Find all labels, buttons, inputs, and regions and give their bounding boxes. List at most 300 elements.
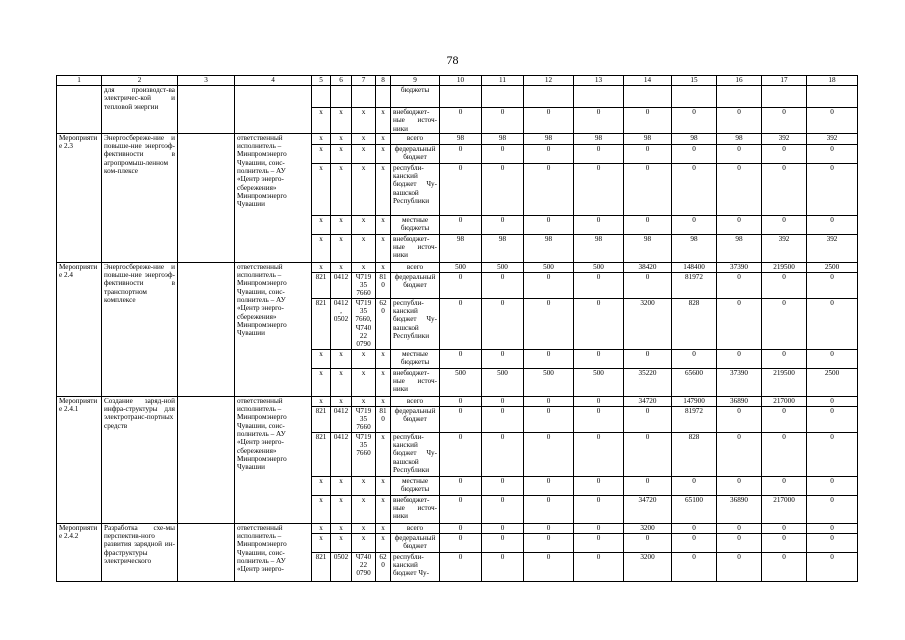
table-cell: 98 bbox=[440, 133, 482, 144]
table-cell: х bbox=[331, 533, 352, 552]
table-cell: 500 bbox=[524, 262, 574, 272]
table-cell: 0 bbox=[524, 523, 574, 533]
table-cell: 0 bbox=[624, 406, 672, 432]
table-cell: х bbox=[331, 396, 352, 406]
column-number-cell: 6 bbox=[331, 76, 352, 86]
table-cell: х bbox=[352, 234, 376, 262]
table-cell: 0 bbox=[482, 432, 524, 476]
table-cell bbox=[624, 86, 672, 108]
table-cell: 0 bbox=[717, 272, 762, 298]
table-cell: 34720 bbox=[624, 495, 672, 523]
table-cell: 0 bbox=[482, 396, 524, 406]
table-cell: 0 bbox=[440, 272, 482, 298]
table-cell: 0 bbox=[440, 298, 482, 349]
table-cell: 0 bbox=[762, 298, 807, 349]
table-cell: 0 bbox=[672, 523, 717, 533]
table-cell: 0 bbox=[440, 396, 482, 406]
table-cell: 500 bbox=[440, 368, 482, 396]
table-cell: республи-канский бюджет Чу-вашской Республики bbox=[391, 163, 440, 215]
table-cell: 0 bbox=[524, 406, 574, 432]
table-cell: х bbox=[352, 215, 376, 234]
table-cell: 0 bbox=[574, 432, 624, 476]
table-cell: 2500 bbox=[807, 262, 858, 272]
table-cell: 0 bbox=[807, 298, 858, 349]
table-cell: для производст-ва электричес-кой и тепловой энергии bbox=[102, 86, 178, 134]
table-cell: х bbox=[376, 432, 391, 476]
table-cell: 0 bbox=[762, 272, 807, 298]
table-cell: всего bbox=[391, 133, 440, 144]
table-cell: х bbox=[352, 533, 376, 552]
column-number-cell: 17 bbox=[762, 76, 807, 86]
table-cell: 0 bbox=[762, 533, 807, 552]
table-cell bbox=[331, 86, 352, 108]
column-number-cell: 13 bbox=[574, 76, 624, 86]
table-cell: 3200 bbox=[624, 298, 672, 349]
table-cell bbox=[762, 86, 807, 108]
column-number-cell: 14 bbox=[624, 76, 672, 86]
table-cell: 0 bbox=[524, 552, 574, 581]
table-cell: 217000 bbox=[762, 396, 807, 406]
table-cell: 0 bbox=[524, 272, 574, 298]
table-cell: 392 bbox=[762, 133, 807, 144]
table-cell: 0 bbox=[762, 163, 807, 215]
table-cell: х bbox=[376, 368, 391, 396]
table-row bbox=[57, 262, 858, 272]
table-cell: 0 bbox=[440, 523, 482, 533]
table-cell bbox=[482, 86, 524, 108]
column-number-cell: 18 bbox=[807, 76, 858, 86]
table-cell: 37390 bbox=[717, 368, 762, 396]
table-cell: 0 bbox=[807, 108, 858, 134]
table-cell: 810 bbox=[376, 406, 391, 432]
table-cell: х bbox=[376, 476, 391, 495]
column-number-cell: 11 bbox=[482, 76, 524, 86]
table-cell: 0 bbox=[482, 476, 524, 495]
table-cell: 36890 bbox=[717, 495, 762, 523]
table-cell: 0 bbox=[574, 523, 624, 533]
column-number-cell: 16 bbox=[717, 76, 762, 86]
table-cell: 0 bbox=[762, 108, 807, 134]
table-cell: Мероприятие 2.4.2 bbox=[57, 523, 102, 581]
table-cell: х bbox=[331, 215, 352, 234]
table-cell: х bbox=[352, 163, 376, 215]
table-cell: 0 bbox=[762, 552, 807, 581]
column-number-cell: 4 bbox=[235, 76, 312, 86]
table-cell: 0 bbox=[574, 298, 624, 349]
table-cell bbox=[178, 396, 235, 523]
table-cell: 0 bbox=[672, 533, 717, 552]
table-cell: Ч71935 7660 bbox=[352, 432, 376, 476]
table-cell: х bbox=[312, 523, 331, 533]
table-cell: х bbox=[312, 133, 331, 144]
table-cell: 500 bbox=[524, 368, 574, 396]
table-cell: 0 bbox=[574, 406, 624, 432]
table-cell: 0 bbox=[440, 144, 482, 163]
table-cell: 0 bbox=[762, 432, 807, 476]
table-cell: 98 bbox=[574, 133, 624, 144]
table-cell: 0 bbox=[672, 163, 717, 215]
table-cell: 98 bbox=[482, 133, 524, 144]
table-cell: 0 bbox=[624, 144, 672, 163]
table-cell: 0 bbox=[524, 533, 574, 552]
page-number: 78 bbox=[446, 53, 459, 67]
table-cell: 34720 bbox=[624, 396, 672, 406]
table-cell: х bbox=[331, 368, 352, 396]
table-cell: 0 bbox=[717, 552, 762, 581]
table-cell: внебюджет-ные источ-ники bbox=[391, 495, 440, 523]
table-cell: федеральный бюджет bbox=[391, 272, 440, 298]
table-cell: 0 bbox=[624, 108, 672, 134]
table-cell: 0 bbox=[524, 108, 574, 134]
table-cell: 0 bbox=[807, 432, 858, 476]
table-cell: х bbox=[376, 349, 391, 368]
table-cell: х bbox=[312, 262, 331, 272]
table-cell: 0 bbox=[440, 349, 482, 368]
table-cell: 0 bbox=[574, 144, 624, 163]
table-cell: 2500 bbox=[807, 368, 858, 396]
table-cell: 219500 bbox=[762, 262, 807, 272]
table-cell: х bbox=[352, 133, 376, 144]
table-cell: республи-канский бюджет Чу- bbox=[391, 552, 440, 581]
table-row bbox=[57, 86, 858, 108]
table-cell: 0 bbox=[574, 396, 624, 406]
table-cell: внебюджет-ные источ-ники bbox=[391, 234, 440, 262]
table-cell bbox=[376, 86, 391, 108]
table-cell: 0 bbox=[672, 552, 717, 581]
table-cell: 0 bbox=[624, 349, 672, 368]
table-cell: 821 bbox=[312, 432, 331, 476]
table-cell: х bbox=[376, 144, 391, 163]
table-cell: местные бюджеты bbox=[391, 349, 440, 368]
table-cell: 500 bbox=[574, 368, 624, 396]
column-number-cell: 12 bbox=[524, 76, 574, 86]
table-cell: 0 bbox=[762, 523, 807, 533]
table-cell: х bbox=[331, 133, 352, 144]
table-cell: 0 bbox=[574, 272, 624, 298]
table-cell: 65100 bbox=[672, 495, 717, 523]
table-cell: 0 bbox=[762, 349, 807, 368]
table-cell: 0 bbox=[807, 144, 858, 163]
table-cell bbox=[178, 523, 235, 581]
table-cell: х bbox=[352, 349, 376, 368]
table-cell: 0 bbox=[440, 163, 482, 215]
table-cell: х bbox=[331, 262, 352, 272]
table-cell: х bbox=[331, 495, 352, 523]
table-cell bbox=[717, 86, 762, 108]
table-cell: 0 bbox=[807, 406, 858, 432]
table-cell: ответственный исполнитель – Минпромэнерго Чувашии, соис-полнитель – АУ «Центр энерго- bbox=[235, 523, 312, 581]
table-cell: Разработка схе-мы перспектив-ного развития зарядной ин-фраструктуры электрического bbox=[102, 523, 178, 581]
table-cell: 0 bbox=[524, 144, 574, 163]
table-cell: 0 bbox=[624, 476, 672, 495]
table-cell: 500 bbox=[482, 262, 524, 272]
table-row bbox=[57, 133, 858, 144]
table-cell: Энергосбереже-ние и повыше-ние энергоэф-фективности в транспортном комплексе bbox=[102, 262, 178, 396]
table-cell: 0 bbox=[717, 144, 762, 163]
table-cell: х bbox=[376, 234, 391, 262]
column-number-cell: 1 bbox=[57, 76, 102, 86]
table-row bbox=[57, 523, 858, 533]
table-cell: 0 bbox=[482, 495, 524, 523]
table-cell: 0 bbox=[482, 406, 524, 432]
table-cell: 98 bbox=[672, 133, 717, 144]
table-cell: всего bbox=[391, 262, 440, 272]
table-cell: 392 bbox=[807, 234, 858, 262]
table-cell bbox=[235, 86, 312, 134]
table-cell bbox=[574, 86, 624, 108]
table-cell: х bbox=[376, 533, 391, 552]
table-cell: 0 bbox=[717, 163, 762, 215]
table-cell: 500 bbox=[482, 368, 524, 396]
table-cell: х bbox=[376, 215, 391, 234]
table-cell: 0 bbox=[672, 476, 717, 495]
table-cell: 620 bbox=[376, 552, 391, 581]
table-cell: федеральный бюджет bbox=[391, 144, 440, 163]
table-cell: 0 bbox=[624, 272, 672, 298]
table-cell: 0 bbox=[482, 163, 524, 215]
table-cell: 500 bbox=[574, 262, 624, 272]
table-cell: 0 bbox=[574, 552, 624, 581]
table-cell: 0 bbox=[524, 163, 574, 215]
table-cell: Ч71935 7660, Ч74022 0790 bbox=[352, 298, 376, 349]
table-cell: х bbox=[352, 476, 376, 495]
table-cell: х bbox=[312, 396, 331, 406]
table-cell bbox=[57, 86, 102, 134]
table-cell bbox=[440, 86, 482, 108]
table-cell: 821 bbox=[312, 406, 331, 432]
table-cell: 0 bbox=[762, 215, 807, 234]
table-cell: 0 bbox=[624, 215, 672, 234]
table-cell: 0 bbox=[807, 215, 858, 234]
table-cell: 0 bbox=[762, 476, 807, 495]
table-cell: 0 bbox=[807, 495, 858, 523]
table-cell: 0 bbox=[440, 215, 482, 234]
table-cell: 0 bbox=[482, 298, 524, 349]
table-cell: всего bbox=[391, 523, 440, 533]
table-cell: х bbox=[376, 108, 391, 134]
table-cell: 0 bbox=[672, 108, 717, 134]
table-cell: 392 bbox=[762, 234, 807, 262]
table-cell: 500 bbox=[440, 262, 482, 272]
table-cell bbox=[524, 86, 574, 108]
table-cell: х bbox=[352, 396, 376, 406]
table-cell: 0 bbox=[717, 349, 762, 368]
table-cell: 0 bbox=[440, 476, 482, 495]
table-cell: 0 bbox=[624, 163, 672, 215]
table-cell: 98 bbox=[672, 234, 717, 262]
table-cell bbox=[178, 86, 235, 134]
table-cell: Создание заряд-ной инфра-структуры для электротранс-портных средств bbox=[102, 396, 178, 523]
table-cell: х bbox=[352, 495, 376, 523]
table-cell: 98 bbox=[717, 133, 762, 144]
table-cell: 0 bbox=[482, 349, 524, 368]
table-cell: 0 bbox=[482, 144, 524, 163]
table-cell: Мероприятие 2.4.1 bbox=[57, 396, 102, 523]
table-cell: х bbox=[352, 108, 376, 134]
table-cell: 828 bbox=[672, 432, 717, 476]
table-cell: х bbox=[376, 133, 391, 144]
table-cell: 0 bbox=[717, 523, 762, 533]
table-cell: 0412 bbox=[331, 406, 352, 432]
column-number-cell: 10 bbox=[440, 76, 482, 86]
table-cell: х bbox=[376, 163, 391, 215]
table-cell: федеральный бюджет bbox=[391, 406, 440, 432]
table-cell: х bbox=[312, 108, 331, 134]
table-cell: республи-канский бюджет Чу-вашской Республики bbox=[391, 298, 440, 349]
table-cell: х bbox=[352, 523, 376, 533]
table-cell: бюджеты bbox=[391, 86, 440, 108]
table-cell: 0 bbox=[574, 108, 624, 134]
table-cell: 0 bbox=[807, 272, 858, 298]
table-cell: 148400 bbox=[672, 262, 717, 272]
table-cell: 0502 bbox=[331, 552, 352, 581]
table-cell: 392 bbox=[807, 133, 858, 144]
table-cell: 0 bbox=[482, 523, 524, 533]
table-cell: Мероприятие 2.4 bbox=[57, 262, 102, 396]
table-cell: х bbox=[331, 349, 352, 368]
table-cell: 98 bbox=[524, 133, 574, 144]
table-cell: х bbox=[312, 495, 331, 523]
table-cell: Мероприятие 2.3 bbox=[57, 133, 102, 262]
table-cell: Энергосбереже-ние и повыше-ние энергоэф-фективности в агропромыш-ленном ком-плексе bbox=[102, 133, 178, 262]
table-cell: 821 bbox=[312, 272, 331, 298]
table-cell: 0 bbox=[762, 406, 807, 432]
table-cell: 38420 bbox=[624, 262, 672, 272]
table-cell: 0 bbox=[440, 552, 482, 581]
column-number-cell: 9 bbox=[391, 76, 440, 86]
budget-table bbox=[56, 75, 858, 582]
table-cell: 0 bbox=[807, 476, 858, 495]
table-cell: 828 bbox=[672, 298, 717, 349]
table-cell: х bbox=[331, 108, 352, 134]
table-cell: 0 bbox=[624, 432, 672, 476]
table-cell: х bbox=[376, 523, 391, 533]
table-cell: 0 bbox=[440, 406, 482, 432]
table-cell: 0 bbox=[440, 432, 482, 476]
table-cell: 0 bbox=[524, 396, 574, 406]
table-cell: 620 bbox=[376, 298, 391, 349]
table-cell: 98 bbox=[717, 234, 762, 262]
table-cell: 0 bbox=[807, 552, 858, 581]
table-cell: х bbox=[312, 368, 331, 396]
table-cell: х bbox=[312, 215, 331, 234]
table-cell: 0 bbox=[574, 495, 624, 523]
table-cell: ответственный исполнитель – Минпромэнерго Чувашии, соис-полнитель – АУ «Центр энерго-сбережения» Минпромэнерго Чувашии bbox=[235, 133, 312, 262]
table-cell: х bbox=[312, 234, 331, 262]
column-number-cell: 3 bbox=[178, 76, 235, 86]
table-cell: 98 bbox=[624, 133, 672, 144]
table-cell: х bbox=[352, 262, 376, 272]
table-cell: х bbox=[376, 396, 391, 406]
table-cell: 0 bbox=[624, 533, 672, 552]
table-row bbox=[57, 396, 858, 406]
column-number-cell: 7 bbox=[352, 76, 376, 86]
table-cell: Ч74022 0790 bbox=[352, 552, 376, 581]
table-cell: 0 bbox=[807, 523, 858, 533]
table-cell: 98 bbox=[574, 234, 624, 262]
table-cell: х bbox=[312, 476, 331, 495]
table-cell: 0 bbox=[524, 432, 574, 476]
table-cell: х bbox=[312, 144, 331, 163]
column-number-cell: 2 bbox=[102, 76, 178, 86]
table-cell: 0 bbox=[762, 144, 807, 163]
table-cell: 0 bbox=[717, 476, 762, 495]
column-number-cell: 8 bbox=[376, 76, 391, 86]
table-cell: х bbox=[331, 234, 352, 262]
table-cell: 65600 bbox=[672, 368, 717, 396]
table-cell: внебюджет-ные источ-ники bbox=[391, 108, 440, 134]
table-cell: 0 bbox=[807, 533, 858, 552]
table-cell: х bbox=[376, 262, 391, 272]
table-cell: 0 bbox=[574, 215, 624, 234]
table-cell: 81972 bbox=[672, 406, 717, 432]
table-cell: республи-канский бюджет Чу-вашской Республики bbox=[391, 432, 440, 476]
table-cell: х bbox=[352, 144, 376, 163]
table-cell: х bbox=[312, 533, 331, 552]
table-cell: 0 bbox=[574, 533, 624, 552]
table-cell: 0 bbox=[574, 163, 624, 215]
table-cell: х bbox=[331, 163, 352, 215]
table-cell: 0 bbox=[524, 495, 574, 523]
table-cell: 0 bbox=[717, 108, 762, 134]
table-cell: 0412 bbox=[331, 272, 352, 298]
table-cell: Ч71935 7660 bbox=[352, 272, 376, 298]
table-cell: внебюджет-ные источ-ники bbox=[391, 368, 440, 396]
table-cell: 98 bbox=[440, 234, 482, 262]
table-cell: 0 bbox=[524, 298, 574, 349]
table-cell: 3200 bbox=[624, 552, 672, 581]
table-cell bbox=[807, 86, 858, 108]
table-cell: 98 bbox=[624, 234, 672, 262]
column-number-cell: 15 bbox=[672, 76, 717, 86]
table-cell: 0 bbox=[672, 215, 717, 234]
table-cell bbox=[312, 86, 331, 108]
table-cell: 0 bbox=[440, 533, 482, 552]
table-cell: х bbox=[331, 523, 352, 533]
table-cell: 0412, 0502 bbox=[331, 298, 352, 349]
table-cell: 0 bbox=[574, 476, 624, 495]
table-cell: 0 bbox=[440, 495, 482, 523]
table-cell: 81972 bbox=[672, 272, 717, 298]
table-cell: 0 bbox=[807, 163, 858, 215]
table-cell: 0 bbox=[807, 396, 858, 406]
table-cell: 0 bbox=[440, 108, 482, 134]
table-cell: х bbox=[331, 476, 352, 495]
table-cell: ответственный исполнитель – Минпромэнерго Чувашии, соис-полнитель – АУ «Центр энерго-сбережения» Минпромэнерго Чувашии bbox=[235, 396, 312, 523]
table-cell: 0 bbox=[524, 476, 574, 495]
table-cell: 0412 bbox=[331, 432, 352, 476]
table-cell: 0 bbox=[482, 215, 524, 234]
table-cell: 0 bbox=[524, 349, 574, 368]
table-cell: местные бюджеты bbox=[391, 476, 440, 495]
column-number-cell: 5 bbox=[312, 76, 331, 86]
table-cell: 0 bbox=[482, 272, 524, 298]
table-cell: 98 bbox=[482, 234, 524, 262]
table-cell: 98 bbox=[524, 234, 574, 262]
table-cell: 0 bbox=[672, 349, 717, 368]
column-numbers-row bbox=[57, 76, 858, 86]
table-cell: федеральный бюджет bbox=[391, 533, 440, 552]
table-cell: 0 bbox=[717, 298, 762, 349]
table-cell: 0 bbox=[717, 406, 762, 432]
table-cell: 0 bbox=[574, 349, 624, 368]
table-cell: 3200 bbox=[624, 523, 672, 533]
table-cell bbox=[178, 262, 235, 396]
table-cell bbox=[178, 133, 235, 262]
table-cell: 0 bbox=[482, 552, 524, 581]
table-cell: 147900 bbox=[672, 396, 717, 406]
table-cell: 219500 bbox=[762, 368, 807, 396]
